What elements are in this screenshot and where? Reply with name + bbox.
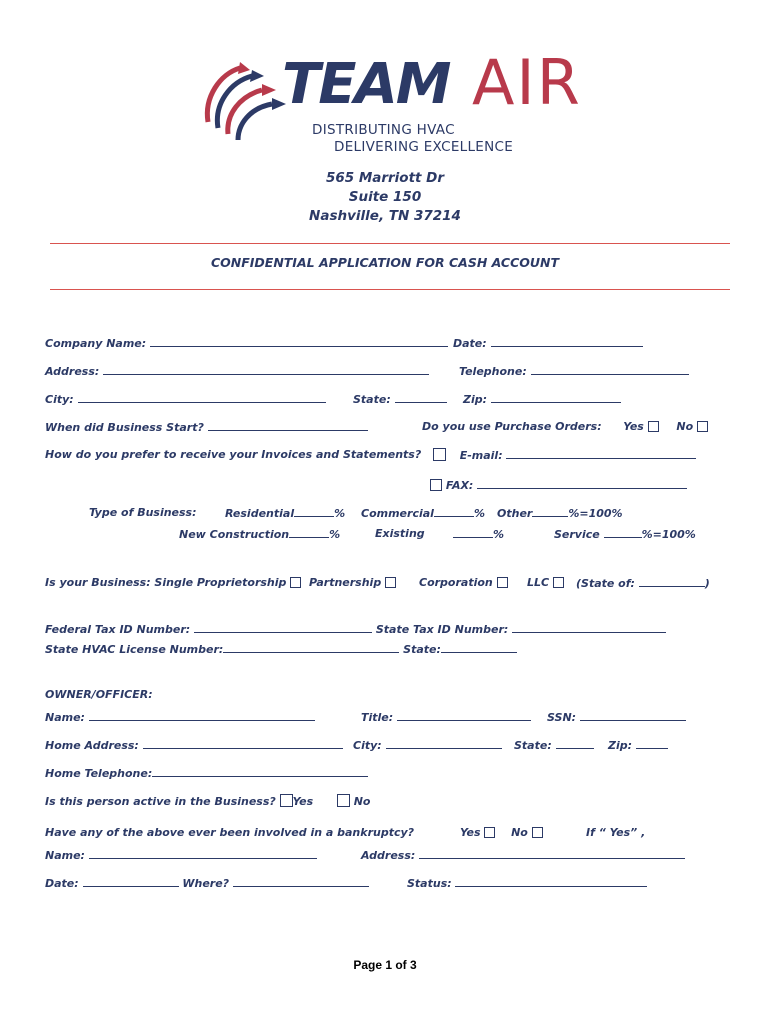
owner-ssn-field[interactable]: [580, 710, 686, 721]
llc-row: [527, 576, 564, 589]
date-label: Date:: [453, 337, 487, 350]
license-state-label: State:: [403, 643, 441, 656]
home-telephone-row: [45, 766, 368, 780]
bankruptcy-label: Have any of the above ever been involved in a bankruptcy?: [45, 826, 415, 839]
state-of-row: [576, 576, 710, 590]
logo: [200, 46, 582, 158]
home-zip-label: Zip:: [608, 739, 633, 752]
state-field[interactable]: [395, 392, 447, 403]
home-telephone-field[interactable]: [152, 766, 368, 777]
address-row: [45, 364, 429, 378]
owner-title-row: [361, 710, 531, 724]
new-construction-field[interactable]: [289, 527, 329, 538]
address-line-3: Nashville, TN 37214: [309, 208, 461, 224]
hvac-license-label: State HVAC License Number:: [45, 643, 224, 656]
bankruptcy-row: [45, 826, 414, 839]
owner-name-label: Name:: [45, 711, 85, 724]
page-number: Page 1 of 3: [353, 958, 417, 972]
existing-field[interactable]: [453, 527, 493, 538]
business-entity-row: [45, 576, 301, 589]
federal-tax-row: [45, 622, 666, 636]
llc-label: LLC: [527, 576, 550, 589]
receive-invoices-label: How do you prefer to receive your Invoices and Statements?: [45, 448, 422, 461]
home-zip-field[interactable]: [636, 738, 668, 749]
state-of-label: (State of:: [576, 577, 635, 590]
address-line-2: Suite 150: [348, 189, 422, 205]
logo-air-text: AIR: [472, 46, 582, 119]
email-row: [433, 448, 696, 462]
single-proprietorship-label: Is your Business: Single Proprietorship: [45, 576, 287, 589]
purchase-orders-row: [422, 420, 708, 433]
new-construction-label: New Construction: [179, 528, 290, 541]
date-field[interactable]: [491, 336, 643, 347]
federal-tax-label: Federal Tax ID Number:: [45, 623, 191, 636]
new-construction-pct: %: [329, 528, 341, 541]
other-field[interactable]: [532, 506, 568, 517]
state-tax-field[interactable]: [512, 622, 666, 633]
owner-name-field[interactable]: [89, 710, 315, 721]
commercial-row: [361, 506, 485, 520]
other-label: Other: [497, 507, 533, 520]
commercial-field[interactable]: [434, 506, 474, 517]
bankruptcy-date-row: [45, 876, 369, 890]
hvac-license-field[interactable]: [223, 642, 399, 653]
residential-field[interactable]: [294, 506, 334, 517]
po-no-checkbox[interactable]: [697, 421, 708, 432]
address-label: Address:: [45, 365, 100, 378]
residential-row: [225, 506, 345, 520]
telephone-field[interactable]: [531, 364, 689, 375]
partnership-label: Partnership: [309, 576, 382, 589]
bankruptcy-no-checkbox[interactable]: [532, 827, 543, 838]
service-pct-total: %=100%: [641, 528, 696, 541]
new-construction-row: [179, 527, 340, 541]
residential-pct: %: [334, 507, 346, 520]
bankruptcy-status-row: [407, 876, 647, 890]
business-start-field[interactable]: [208, 420, 368, 431]
home-address-field[interactable]: [143, 738, 343, 749]
fax-label: FAX:: [445, 479, 474, 492]
po-yes-checkbox[interactable]: [648, 421, 659, 432]
company-name-label: Company Name:: [45, 337, 147, 350]
bankruptcy-address-label: Address:: [361, 849, 416, 862]
business-start-label: When did Business Start?: [45, 421, 204, 434]
po-yes-label: Yes: [623, 420, 644, 433]
bankruptcy-where-field[interactable]: [233, 876, 369, 887]
home-city-row: [353, 738, 502, 752]
bankruptcy-status-label: Status:: [407, 877, 452, 890]
company-name-row: [45, 336, 448, 350]
fax-field[interactable]: [477, 478, 687, 489]
address-field[interactable]: [103, 364, 429, 375]
po-no-label: No: [676, 420, 694, 433]
home-state-label: State:: [514, 739, 552, 752]
bankruptcy-status-field[interactable]: [455, 876, 647, 887]
state-tax-label: State Tax ID Number:: [375, 623, 509, 636]
logo-team-text: TEAM: [282, 52, 450, 117]
active-yes-checkbox[interactable]: [280, 794, 293, 807]
telephone-row: [459, 364, 689, 378]
if-yes-label: If “ Yes” ,: [586, 826, 646, 839]
bankruptcy-yes-label: Yes: [460, 826, 481, 839]
home-city-label: City:: [353, 739, 382, 752]
service-row: [554, 527, 696, 541]
active-row: [45, 794, 370, 808]
page-title: CONFIDENTIAL APPLICATION FOR CASH ACCOUNT: [210, 255, 560, 270]
llc-checkbox[interactable]: [553, 577, 564, 588]
fax-row: [430, 478, 687, 492]
receive-invoices-row: [45, 448, 421, 461]
owner-officer-heading: OWNER/OFFICER:: [45, 688, 153, 701]
home-city-field[interactable]: [386, 738, 502, 749]
corporation-label: Corporation: [419, 576, 493, 589]
owner-ssn-row: [547, 710, 686, 724]
home-telephone-label: Home Telephone:: [45, 767, 153, 780]
city-row: [45, 392, 326, 406]
bankruptcy-no-label: No: [511, 826, 528, 839]
bankruptcy-address-field[interactable]: [419, 848, 685, 859]
zip-field[interactable]: [491, 392, 621, 403]
bottom-divider: [50, 289, 730, 290]
owner-ssn-label: SSN:: [547, 711, 577, 724]
owner-title-label: Title:: [361, 711, 394, 724]
active-label: Is this person active in the Business?: [45, 795, 276, 808]
telephone-label: Telephone:: [459, 365, 527, 378]
logo-tagline-2: DELIVERING EXCELLENCE: [334, 139, 514, 155]
corporation-row: [419, 576, 508, 589]
fax-checkbox[interactable]: [430, 479, 442, 491]
existing-row: [453, 527, 504, 541]
active-yes-label: Yes: [292, 795, 314, 808]
service-label: Service: [554, 528, 600, 541]
partnership-row: [309, 576, 396, 589]
corporation-checkbox[interactable]: [497, 577, 508, 588]
company-name-field[interactable]: [150, 336, 448, 347]
city-label: City:: [45, 393, 74, 406]
home-address-label: Home Address:: [45, 739, 139, 752]
city-field[interactable]: [78, 392, 326, 403]
commercial-pct: %: [473, 507, 485, 520]
home-zip-row: [608, 738, 668, 752]
email-checkbox[interactable]: [433, 448, 446, 461]
zip-row: [463, 392, 621, 406]
type-of-business-label: Type of Business:: [89, 506, 197, 519]
state-of-close: ): [704, 577, 710, 590]
bankruptcy-date-field[interactable]: [83, 876, 179, 887]
top-divider: [50, 243, 730, 244]
email-field[interactable]: [506, 448, 696, 459]
bankruptcy-date-label: Date:: [45, 877, 79, 890]
bankruptcy-name-field[interactable]: [89, 848, 317, 859]
owner-name-row: [45, 710, 315, 724]
email-label: E-mail:: [459, 449, 503, 462]
date-row: [453, 336, 643, 350]
bankruptcy-options: [460, 826, 543, 839]
service-field[interactable]: [604, 527, 642, 538]
state-label: State:: [353, 393, 391, 406]
address-line-1: 565 Marriott Dr: [325, 170, 445, 186]
single-proprietorship-checkbox[interactable]: [290, 577, 301, 588]
license-state-field[interactable]: [441, 642, 517, 653]
business-start-row: [45, 420, 368, 434]
logo-swoosh-icon: [200, 62, 290, 152]
logo-tagline-1: DISTRIBUTING HVAC: [312, 122, 455, 138]
commercial-label: Commercial: [361, 507, 434, 520]
owner-title-field[interactable]: [397, 710, 531, 721]
existing-pct: %: [493, 528, 505, 541]
bankruptcy-address-row: [361, 848, 685, 862]
existing-label: Existing: [375, 527, 425, 540]
zip-label: Zip:: [463, 393, 488, 406]
state-of-field[interactable]: [639, 576, 705, 587]
home-state-field[interactable]: [556, 738, 594, 749]
home-state-row: [514, 738, 594, 752]
bankruptcy-where-label: Where?: [182, 877, 230, 890]
active-no-checkbox[interactable]: [337, 794, 350, 807]
hvac-license-row: [45, 642, 517, 656]
residential-label: Residential: [225, 507, 295, 520]
purchase-orders-label: Do you use Purchase Orders:: [422, 420, 602, 433]
active-no-label: No: [353, 795, 371, 808]
other-row: [497, 506, 623, 520]
partnership-checkbox[interactable]: [385, 577, 396, 588]
bankruptcy-yes-checkbox[interactable]: [484, 827, 495, 838]
state-row: [353, 392, 447, 406]
home-address-row: [45, 738, 343, 752]
bankruptcy-name-label: Name:: [45, 849, 85, 862]
other-pct-total: %=100%: [568, 507, 623, 520]
bankruptcy-name-row: [45, 848, 317, 862]
federal-tax-field[interactable]: [194, 622, 372, 633]
